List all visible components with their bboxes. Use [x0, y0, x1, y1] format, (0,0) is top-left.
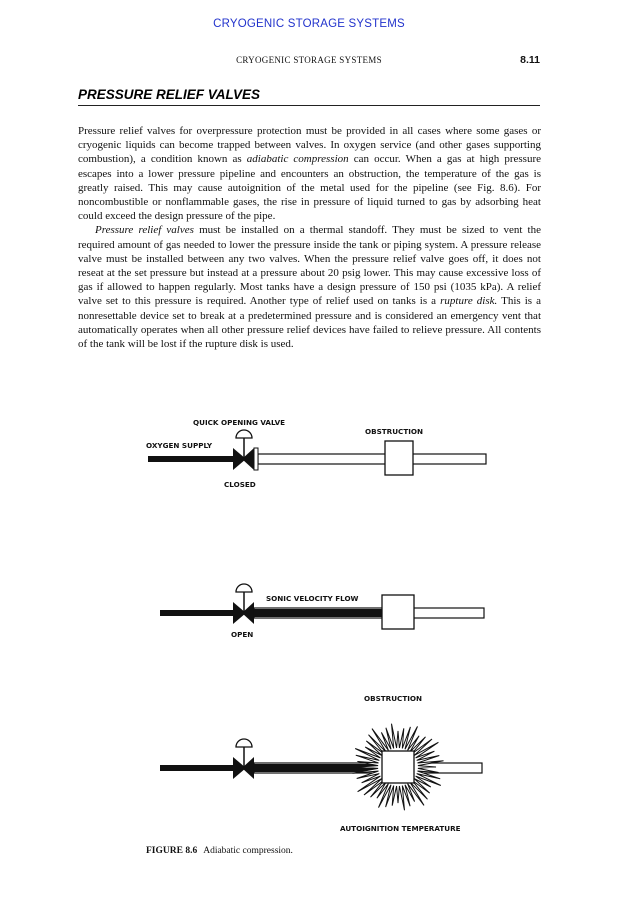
diagram-closed — [148, 430, 486, 475]
figure-caption — [146, 846, 293, 856]
body-text — [78, 124, 541, 351]
p1-emphasis: adiabatic compression — [246, 153, 349, 166]
section-heading: PRESSURE RELIEF VALVES — [78, 87, 540, 106]
diagram-autoignition — [160, 724, 482, 811]
figure-diagram — [78, 400, 540, 840]
supply-pipe-3 — [160, 765, 236, 771]
valve-handle-3 — [236, 739, 252, 747]
label-autoignition-temperature: AUTOIGNITION TEMPERATURE — [340, 824, 461, 833]
caption-text: Adiabatic compression. — [203, 846, 293, 856]
figure-adiabatic-compression — [78, 400, 540, 840]
p1-text-b: can occur. When a gas at high pressure escapes into a lower pressure pipeline and encounters an obstruction, the temperature of the gas is greatly raised. This may cause autoignition of the metal used for the pipeline (see Fig. 8.6). For noncombustible or nonflammable gases, the rise in pressure of liquid turned to gas by adsorbing heat could exceed the design pressure of the pipe. — [78, 153, 542, 223]
valve-handle-1 — [236, 430, 252, 438]
valve-handle-2 — [236, 584, 252, 592]
p2-text-b: This is a nonresettable device set to break at a predetermined pressure and is considered an emergency vent that automatically operates when all other pressure relief devices have failed to relieve pressure. All contents of the tank will be lost if the rupture disk is used. — [78, 295, 541, 351]
label-oxygen-supply: OXYGEN SUPPLY — [146, 441, 213, 450]
site-title: CRYOGENIC STORAGE SYSTEMS — [213, 18, 405, 30]
label-closed: CLOSED — [224, 480, 256, 489]
supply-pipe-2 — [160, 610, 236, 616]
label-sonic-velocity-flow: SONIC VELOCITY FLOW — [266, 594, 359, 603]
page-number: 8.11 — [520, 54, 540, 66]
label-quick-opening-valve: QUICK OPENING VALVE — [193, 418, 286, 427]
obstruction-box-1 — [385, 441, 413, 475]
paragraph-2 — [78, 223, 541, 351]
caption-number: FIGURE 8.6 — [146, 846, 198, 856]
running-head-title: CRYOGENIC STORAGE SYSTEMS — [236, 55, 382, 65]
supply-pipe-1 — [148, 456, 236, 462]
flange-1 — [254, 448, 258, 470]
downstream-pipe-1 — [258, 454, 486, 464]
p2-lead-emphasis: Pressure relief valves — [95, 224, 194, 237]
label-open: OPEN — [231, 630, 254, 639]
diagram-open — [160, 584, 484, 629]
label-obstruction-top: OBSTRUCTION — [365, 427, 424, 436]
p2-text-a: must be installed on a thermal standoff. They must be sized to vent the required amount of gas needed to lower the pressure inside the tank or piping system. A pressure release valve must be installed between any two valves. When the pressure relief valve goes off, it does not reseat at the set pressure but instead at a pressure about 20 psig lower. This may cause excessive loss of gas if allowed to happen regularly. Most tanks have a design pressure of 150 psi (1035 kPa). A relief valve set to this pressure is required. Another type of relief used on tanks is a — [78, 224, 541, 308]
label-obstruction-bottom: OBSTRUCTION — [364, 694, 423, 703]
sonic-flow-fill — [254, 609, 384, 617]
p2-emphasis: rupture disk. — [440, 295, 498, 308]
obstruction-box-3 — [382, 751, 414, 783]
obstruction-box-2 — [382, 595, 414, 629]
paragraph-1 — [78, 124, 541, 223]
p1-text-a: Pressure relief valves for overpressure protection must be provided in all cases where some gases or cryogenic liquids can become trapped between valves. In oxygen service (and other gases supporting combustion), a condition known as — [78, 125, 541, 166]
